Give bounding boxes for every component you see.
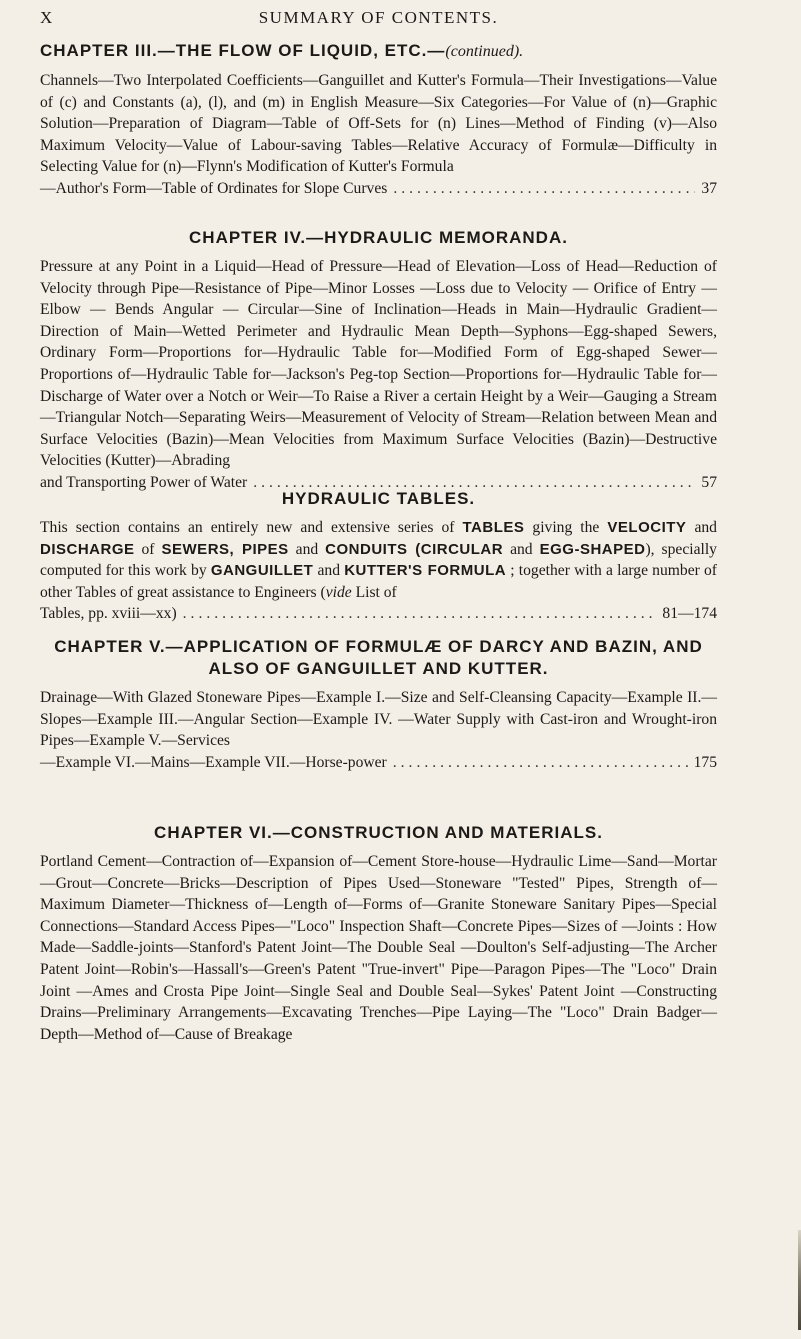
tables-caps: EGG-SHAPED xyxy=(539,540,646,558)
chapter-3-summary xyxy=(40,70,717,200)
chapter-4-summary xyxy=(40,256,717,494)
chapter-5-entry xyxy=(40,752,717,774)
tables-text: ; together with a large number of other Tables of great assistance to Engineers ( xyxy=(40,562,717,601)
chapter-4-section xyxy=(40,227,717,494)
tables-vide: vide xyxy=(325,583,352,601)
chapter-3-page: 37 xyxy=(701,179,717,197)
chapter-3-entry xyxy=(40,178,717,200)
chapter-5-last-line: —Example VI.—Mains—Example VII.—Horse-power xyxy=(40,753,387,771)
tables-text: This section contains an entirely new and extensive series of xyxy=(40,519,463,536)
tables-text: and xyxy=(503,540,540,558)
tables-text: giving the xyxy=(524,519,608,536)
chapter-3-heading-continued: (continued). xyxy=(445,43,524,60)
tables-text: and xyxy=(313,562,345,580)
tables-text: and xyxy=(686,519,717,536)
dot-leader xyxy=(183,603,657,625)
running-head xyxy=(40,4,717,34)
hydraulic-tables-heading: HYDRAULIC TABLES. xyxy=(281,489,476,508)
tables-caps: TABLES xyxy=(462,519,525,536)
tables-caps: CONDUITS (CIRCULAR xyxy=(325,540,504,558)
chapter-6-summary: Portland Cement—Contraction of—Expansion of—Cement Store-house—Hydraulic Lime—Sand—Mortar—Grout—Concrete—Bricks—Description of Pipes Used—Stoneware "Tested" Pipes, Strength of—Maximum Diameter—Thickness of—Length of—Forms of—Granite Stoneware Sanitary Pipes—Special Connections—Standard Access Pipes—"Loco" Inspection Shaft—Concrete Pipes—Sizes of —Joints : How Made—Saddle-joints—Stanford's Patent Joint—The Double Seal —Doulton's Self-adjusting—The Archer Patent Joint—Robin's—Hassall's—Green's Patent "True-invert" Pipe—Paragon Pipes—The "Loco" Drain Joint —Ames and Crosta Pipe Joint—Single Seal and Double Seal—Sykes' Patent Joint —Constructing Drains—Preliminary Arrangements—Excavating Trenches—Pipe Laying—The "Loco" Drain Badger—Depth—Method of—Cause of Breakage xyxy=(40,853,717,1043)
running-head-title: SUMMARY OF CONTENTS. xyxy=(258,8,499,27)
tables-caps: VELOCITY xyxy=(607,519,687,536)
tables-caps: SEWERS, PIPES xyxy=(161,540,289,558)
chapter-5-summary xyxy=(40,687,717,773)
chapter-3-last-line: —Author's Form—Table of Ordinates for Slope Curves xyxy=(40,179,388,197)
tables-text: and xyxy=(288,540,326,558)
chapter-4-last-line: and Transporting Power of Water xyxy=(40,473,248,491)
tables-text: List of xyxy=(351,583,397,601)
tables-caps: KUTTER'S FORMULA xyxy=(344,562,507,580)
hydraulic-tables-page: 81—174 xyxy=(662,605,717,623)
chapter-5-summary-text: Drainage—With Glazed Stoneware Pipes—Example I.—Size and Self-Cleansing Capacity—Example II.—Slopes—Example III.—Angular Section—Example IV. —Water Supply with Cast-iron and Wrought-iron Pipes—Example V.—Services xyxy=(40,689,717,750)
chapter-6-section xyxy=(40,822,717,1045)
hydraulic-tables-last-line: Tables, pp. xviii—xx) xyxy=(40,605,177,623)
chapter-3-summary-text: Channels—Two Interpolated Coefficients—Ganguillet and Kutter's Formula—Their Investigations—Value of (c) and Constants (a), (l), and (m) in English Measure—Six Categories—For Value of (n)—Graphic Solution—Preparation of Diagram—Table of Off-Sets for (n) Lines—Method of Finding (v)—Also Maximum Velocity—Value of Labour-saving Tables—Relative Accuracy of Formulæ—Difficulty in Selecting Value for (n)—Flynn's Modification of Kutter's Formula xyxy=(40,72,717,176)
hydraulic-tables-entry xyxy=(40,603,717,625)
page-number: X xyxy=(40,8,54,27)
dot-leader xyxy=(393,178,695,200)
chapter-4-summary-text: Pressure at any Point in a Liquid—Head of Pressure—Head of Elevation—Loss of Head—Reduction of Velocity through Pipe—Resistance of Pipe—Minor Losses —Loss due to Velocity — Orifice of Entry — Elbow — Bends Angular — Circular—Sine of Inclination—Heads in Main—Hydraulic Gradient—Direction of Main—Wetted Perimeter and Hydraulic Mean Depth—Syphons—Egg-shaped Sewers, Ordinary Form—Proportions for—Hydraulic Table for—Modified Form of Egg-shaped Sewer—Proportions of—Hydraulic Table for—Jackson's Peg-top Section—Proportions for—Hydraulic Table for—Discharge of Water over a Notch or Weir—To Raise a River a certain Height by a Weir—Gauging a Stream —Triangular Notch—Separating Weirs—Measurement of Velocity of Stream—Relation between Mean and Surface Velocities (Bazin)—Mean Velocities from Maximum Surface Velocities (Bazin)—Destructive Velocities (Kutter)—Abrading xyxy=(40,258,717,470)
chapter-3-section xyxy=(40,40,717,200)
chapter-6-heading: CHAPTER VI.—CONSTRUCTION AND MATERIALS. xyxy=(154,823,603,842)
hydraulic-tables-section xyxy=(40,488,717,625)
chapter-5-heading: CHAPTER V.—APPLICATION OF FORMULÆ OF DARCY AND BAZIN, AND ALSO OF GANGUILLET AND KUTTER. xyxy=(54,637,703,678)
chapter-3-heading-text: CHAPTER III.—THE FLOW OF LIQUID, ETC.— xyxy=(40,41,446,60)
tables-caps: GANGUILLET xyxy=(210,562,314,580)
chapter-5-page: 175 xyxy=(693,753,717,771)
hydraulic-tables-summary xyxy=(40,517,717,625)
dot-leader xyxy=(393,752,688,774)
chapter-3-heading xyxy=(40,40,717,63)
tables-caps: DISCHARGE xyxy=(40,540,135,558)
chapter-4-page: 57 xyxy=(701,473,717,491)
chapter-4-heading: CHAPTER IV.—HYDRAULIC MEMORANDA. xyxy=(189,228,568,247)
chapter-5-section xyxy=(40,636,717,773)
tables-text: ), specially computed for this work by xyxy=(40,540,717,580)
tables-text: of xyxy=(134,540,162,558)
